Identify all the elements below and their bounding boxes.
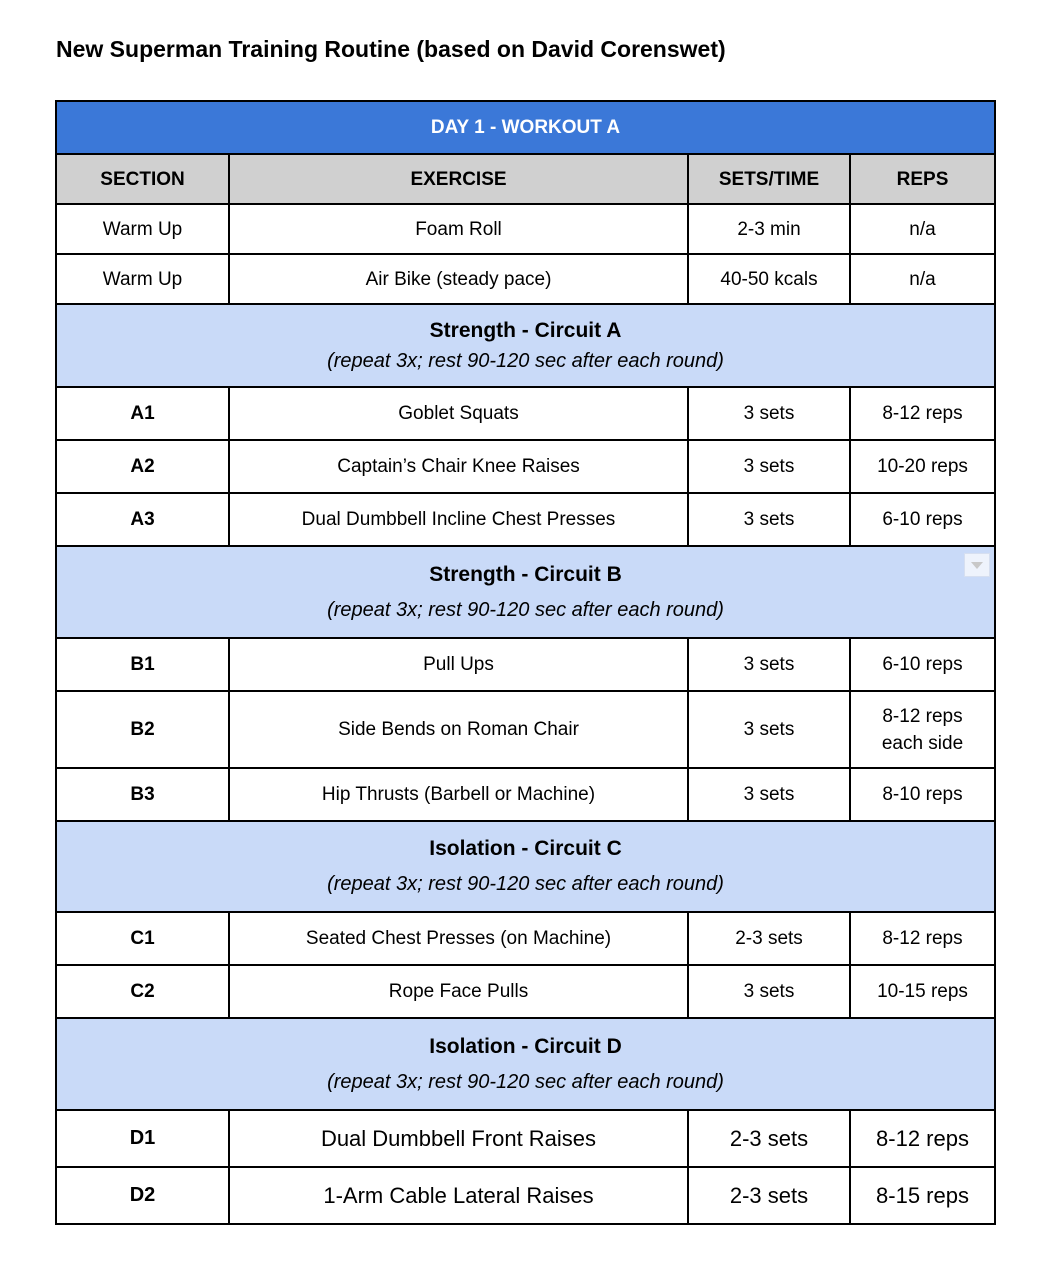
reps-cell[interactable]: 10-15 reps xyxy=(850,965,995,1018)
reps-cell[interactable]: 8-12 reps xyxy=(850,387,995,440)
document-title: New Superman Training Routine (based on David Corenswet) xyxy=(56,36,726,62)
exercise-cell[interactable]: Seated Chest Presses (on Machine) xyxy=(229,912,688,965)
sets-cell[interactable]: 2-3 sets xyxy=(688,912,850,965)
day-header-row xyxy=(56,101,995,154)
circuit-title: Isolation - Circuit D xyxy=(429,1034,622,1058)
sets-cell[interactable]: 3 sets xyxy=(688,638,850,691)
exercise-cell[interactable]: Rope Face Pulls xyxy=(229,965,688,1018)
reps-cell[interactable]: 8-10 reps xyxy=(850,768,995,821)
circuit-header-cell[interactable] xyxy=(56,1018,995,1110)
exercise-cell[interactable]: Side Bends on Roman Chair xyxy=(229,691,688,768)
table-row xyxy=(56,965,995,1018)
table-row xyxy=(56,638,995,691)
column-header-row xyxy=(56,154,995,204)
exercise-cell[interactable]: Hip Thrusts (Barbell or Machine) xyxy=(229,768,688,821)
table-row xyxy=(56,254,995,304)
column-header-reps[interactable]: REPS xyxy=(850,154,995,204)
circuit-note: (repeat 3x; rest 90-120 sec after each round) xyxy=(327,1070,724,1093)
reps-cell[interactable]: 8-15 reps xyxy=(850,1167,995,1224)
reps-line: 8-12 reps xyxy=(882,705,963,727)
circuit-header-cell[interactable] xyxy=(56,821,995,912)
circuit-header-cell[interactable] xyxy=(56,304,995,387)
section-cell[interactable]: Warm Up xyxy=(56,254,229,304)
column-header-section[interactable]: SECTION xyxy=(56,154,229,204)
reps-cell[interactable]: 8-12 reps xyxy=(850,912,995,965)
section-cell[interactable]: D2 xyxy=(56,1167,229,1224)
exercise-cell[interactable]: Pull Ups xyxy=(229,638,688,691)
section-cell[interactable]: C2 xyxy=(56,965,229,1018)
sets-cell[interactable]: 40-50 kcals xyxy=(688,254,850,304)
circuit-c-header xyxy=(56,821,995,912)
circuit-a-header xyxy=(56,304,995,387)
circuit-d-header xyxy=(56,1018,995,1110)
section-cell[interactable]: B2 xyxy=(56,691,229,768)
section-cell[interactable]: C1 xyxy=(56,912,229,965)
circuit-note: (repeat 3x; rest 90-120 sec after each round) xyxy=(327,873,724,895)
section-cell[interactable]: B1 xyxy=(56,638,229,691)
exercise-cell[interactable]: Dual Dumbbell Incline Chest Presses xyxy=(229,493,688,546)
column-header-exercise[interactable]: EXERCISE xyxy=(229,154,688,204)
table-row xyxy=(56,768,995,821)
chevron-down-icon[interactable] xyxy=(964,553,990,577)
circuit-note: (repeat 3x; rest 90-120 sec after each round) xyxy=(327,349,724,372)
circuit-note: (repeat 3x; rest 90-120 sec after each round) xyxy=(327,598,724,621)
sets-cell[interactable]: 2-3 sets xyxy=(688,1167,850,1224)
table-row xyxy=(56,691,995,768)
circuit-title: Strength - Circuit B xyxy=(429,562,622,586)
section-cell[interactable]: Warm Up xyxy=(56,204,229,254)
reps-cell[interactable]: n/a xyxy=(850,204,995,254)
reps-cell[interactable]: 6-10 reps xyxy=(850,638,995,691)
sets-cell[interactable]: 3 sets xyxy=(688,387,850,440)
section-cell[interactable]: A3 xyxy=(56,493,229,546)
table-row xyxy=(56,912,995,965)
table-row xyxy=(56,440,995,493)
table-row xyxy=(56,204,995,254)
section-cell[interactable]: A2 xyxy=(56,440,229,493)
day-header[interactable]: DAY 1 - WORKOUT A xyxy=(56,101,995,154)
table-row xyxy=(56,493,995,546)
sets-cell[interactable]: 2-3 sets xyxy=(688,1110,850,1167)
exercise-cell[interactable]: 1-Arm Cable Lateral Raises xyxy=(229,1167,688,1224)
reps-cell[interactable] xyxy=(850,691,995,768)
circuit-b-header xyxy=(56,546,995,638)
sets-cell[interactable]: 3 sets xyxy=(688,440,850,493)
exercise-cell[interactable]: Dual Dumbbell Front Raises xyxy=(229,1110,688,1167)
reps-cell[interactable]: 8-12 reps xyxy=(850,1110,995,1167)
sets-cell[interactable]: 2-3 min xyxy=(688,204,850,254)
sets-cell[interactable]: 3 sets xyxy=(688,493,850,546)
sets-cell[interactable]: 3 sets xyxy=(688,691,850,768)
reps-cell[interactable]: n/a xyxy=(850,254,995,304)
section-cell[interactable]: D1 xyxy=(56,1110,229,1167)
table-row xyxy=(56,1110,995,1167)
exercise-cell[interactable]: Air Bike (steady pace) xyxy=(229,254,688,304)
exercise-cell[interactable]: Captain’s Chair Knee Raises xyxy=(229,440,688,493)
column-header-sets[interactable]: SETS/TIME xyxy=(688,154,850,204)
exercise-cell[interactable]: Foam Roll xyxy=(229,204,688,254)
reps-cell[interactable]: 10-20 reps xyxy=(850,440,995,493)
reps-cell[interactable]: 6-10 reps xyxy=(850,493,995,546)
sets-cell[interactable]: 3 sets xyxy=(688,965,850,1018)
table-row xyxy=(56,1167,995,1224)
circuit-title: Strength - Circuit A xyxy=(429,318,622,342)
section-cell[interactable]: B3 xyxy=(56,768,229,821)
section-cell[interactable]: A1 xyxy=(56,387,229,440)
reps-line: each side xyxy=(881,732,964,754)
sets-cell[interactable]: 3 sets xyxy=(688,768,850,821)
circuit-header-cell[interactable] xyxy=(56,546,995,638)
workout-table xyxy=(55,100,996,1225)
circuit-title: Isolation - Circuit C xyxy=(429,837,622,860)
exercise-cell[interactable]: Goblet Squats xyxy=(229,387,688,440)
table-row xyxy=(56,387,995,440)
